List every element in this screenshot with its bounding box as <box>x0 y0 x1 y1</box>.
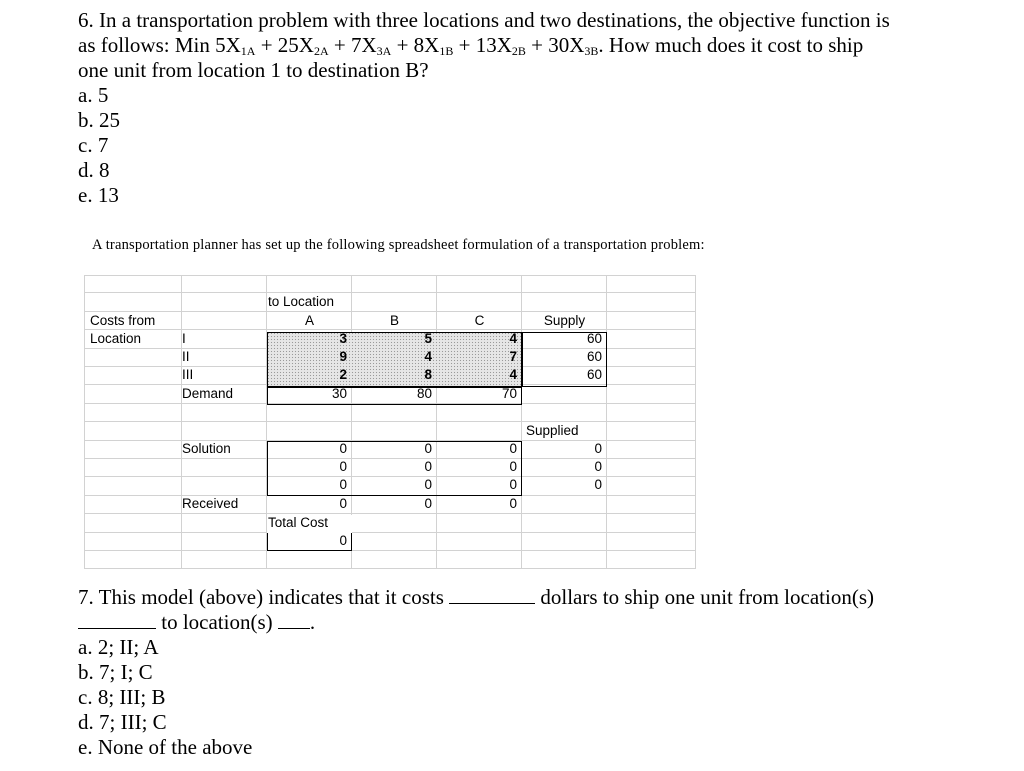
cost-cell[interactable]: 5 <box>424 331 432 346</box>
supplied-cell[interactable]: 0 <box>594 477 602 492</box>
grid-cell <box>182 551 267 569</box>
grid-cell <box>437 533 522 551</box>
costs-from-label: Costs from <box>90 313 156 328</box>
supplied-cell[interactable]: 0 <box>594 459 602 474</box>
grid-cell <box>607 514 696 532</box>
solution-cell[interactable]: 0 <box>339 441 347 456</box>
grid-cell <box>267 275 352 293</box>
objective-term: $25X_{2A}$ + <box>277 33 351 58</box>
q7-part2: dollars to ship one unit from location(s) <box>535 585 874 609</box>
q7-option-b[interactable]: b. 7; I; C <box>78 660 153 684</box>
q7-part3: to location(s) <box>156 610 278 634</box>
grid-cell <box>607 349 696 367</box>
grid-cell <box>84 477 182 495</box>
spreadsheet <box>84 275 696 569</box>
q7-option-a[interactable]: a. 2; II; A <box>78 635 159 659</box>
grid-cell <box>352 404 437 422</box>
objective-term: $8X_{1B}$ + <box>413 33 476 58</box>
q7-part1: 7. This model (above) indicates that it costs <box>78 585 450 609</box>
q7-part4: . <box>309 610 316 634</box>
q7-options <box>78 635 1008 760</box>
grid-cell <box>267 404 352 422</box>
grid-cell <box>607 293 696 311</box>
q6-option-c[interactable]: c. 7 <box>78 133 109 157</box>
grid-cell <box>522 293 607 311</box>
grid-cell <box>607 275 696 293</box>
grid-cell <box>437 293 522 311</box>
grid-cell <box>522 551 607 569</box>
q6-line1: 6. In a transportation problem with three locations and two destinations, the objective function is <box>78 8 890 32</box>
grid-cell <box>182 293 267 311</box>
demand-cell[interactable]: 70 <box>501 386 517 401</box>
objective-term: $13X_{2B}$ + <box>475 33 549 58</box>
supply-header: Supply <box>543 313 586 328</box>
supply-cell[interactable]: 60 <box>586 367 602 382</box>
objective-term: $5X_{1A}$ + <box>215 33 278 58</box>
location-label: Location <box>90 331 142 346</box>
grid-cell <box>352 422 437 440</box>
grid-cell <box>84 551 182 569</box>
grid-cell <box>522 496 607 514</box>
q7-line1 <box>78 585 1008 610</box>
grid-cell <box>267 551 352 569</box>
grid-cell <box>607 404 696 422</box>
grid-cell <box>352 275 437 293</box>
solution-cell[interactable]: 0 <box>339 477 347 492</box>
grid-cell <box>182 477 267 495</box>
cost-cell[interactable]: 4 <box>509 331 517 346</box>
grid-cell <box>84 293 182 311</box>
dest-header-c: C <box>474 313 485 328</box>
grid-cell <box>84 459 182 477</box>
q6-line3: one unit from location 1 to destination B? <box>78 58 429 82</box>
cost-cell[interactable]: 2 <box>339 367 347 382</box>
grid-cell <box>182 422 267 440</box>
cost-cell[interactable]: 4 <box>424 349 432 364</box>
grid-cell <box>522 275 607 293</box>
dest-header-b: B <box>389 313 399 328</box>
q7-option-e[interactable]: e. None of the above <box>78 735 253 759</box>
grid-cell <box>84 349 182 367</box>
grid-cell <box>182 533 267 551</box>
q7-line2 <box>78 610 1008 635</box>
grid-cell <box>84 533 182 551</box>
grid-cell <box>607 533 696 551</box>
cost-cell[interactable]: 3 <box>339 331 347 346</box>
grid-cell <box>84 422 182 440</box>
grid-cell <box>182 275 267 293</box>
grid-cell <box>607 367 696 385</box>
row-label-3: III <box>182 367 194 382</box>
q6-option-b[interactable]: b. 25 <box>78 108 120 132</box>
grid-cell <box>352 533 437 551</box>
total-cost-cell[interactable]: 0 <box>339 533 347 548</box>
q7-option-d[interactable]: d. 7; III; C <box>78 710 167 734</box>
grid-cell <box>84 404 182 422</box>
grid-cell <box>607 477 696 495</box>
question-6 <box>78 8 998 208</box>
grid-cell <box>437 404 522 422</box>
grid-cell <box>522 533 607 551</box>
grid-cell <box>352 514 437 532</box>
answer-blank-destination[interactable] <box>278 610 310 629</box>
cost-cell[interactable]: 7 <box>509 349 517 364</box>
solution-cell[interactable]: 0 <box>509 441 517 456</box>
solution-cell[interactable]: 0 <box>424 459 432 474</box>
grid-cell <box>182 459 267 477</box>
grid-cell <box>182 312 267 330</box>
supplied-header: Supplied <box>526 423 579 438</box>
grid-cell <box>182 330 267 348</box>
demand-cell[interactable]: 30 <box>331 386 347 401</box>
solution-cell[interactable]: 0 <box>339 459 347 474</box>
to-location-header: to Location <box>268 294 335 309</box>
cost-cell[interactable]: 9 <box>339 349 347 364</box>
q6-prefix: as follows: Min <box>78 33 216 57</box>
grid-cell <box>84 367 182 385</box>
objective-term: $30X_{3B}$. <box>548 33 609 58</box>
grid-cell <box>84 385 182 403</box>
q6-option-e[interactable]: e. 13 <box>78 183 119 207</box>
grid-cell <box>607 312 696 330</box>
cost-cell[interactable]: 4 <box>509 367 517 382</box>
answer-blank-location[interactable] <box>78 610 156 629</box>
grid-cell <box>607 385 696 403</box>
received-cell[interactable]: 0 <box>339 496 347 511</box>
grid-cell <box>182 514 267 532</box>
grid-cell <box>607 459 696 477</box>
grid-cell <box>437 514 522 532</box>
grid-cell <box>352 293 437 311</box>
supply-cell[interactable]: 60 <box>586 331 602 346</box>
answer-blank-cost[interactable] <box>449 585 535 604</box>
objective-term: $7X_{3A}$ + <box>350 33 414 58</box>
grid-cell <box>522 514 607 532</box>
spreadsheet-intro: A transportation planner has set up the following spreadsheet formulation of a transportation problem: <box>92 237 705 253</box>
q6-line2 <box>78 33 998 58</box>
supply-cell[interactable]: 60 <box>586 349 602 364</box>
received-cell[interactable]: 0 <box>509 496 517 511</box>
question-7 <box>78 585 1008 760</box>
solution-cell[interactable]: 0 <box>509 459 517 474</box>
solution-cell[interactable]: 0 <box>509 477 517 492</box>
grid-cell <box>352 551 437 569</box>
solution-cell[interactable]: 0 <box>424 477 432 492</box>
q6-option-d[interactable]: d. 8 <box>78 158 110 182</box>
received-label: Received <box>182 496 239 511</box>
grid-cell <box>84 275 182 293</box>
grid-cell <box>84 441 182 459</box>
received-cell[interactable]: 0 <box>424 496 432 511</box>
row-label-2: II <box>182 349 190 364</box>
grid-cell <box>84 496 182 514</box>
cost-cell[interactable]: 8 <box>424 367 432 382</box>
q6-option-a[interactable]: a. 5 <box>78 83 109 107</box>
dest-header-a: A <box>304 313 314 328</box>
grid-cell <box>607 551 696 569</box>
grid-cell <box>182 367 267 385</box>
supplied-cell[interactable]: 0 <box>594 441 602 456</box>
grid-cell <box>607 422 696 440</box>
solution-cell[interactable]: 0 <box>424 441 432 456</box>
solution-label: Solution <box>182 441 231 456</box>
demand-label: Demand <box>182 386 234 401</box>
grid-cell <box>182 349 267 367</box>
grid-cell <box>607 330 696 348</box>
grid-cell <box>182 404 267 422</box>
row-label-1: I <box>182 331 186 346</box>
grid-cell <box>84 514 182 532</box>
q6-suffix: How much does it cost to ship <box>608 33 864 57</box>
grid-cell <box>267 422 352 440</box>
objective-function-terms <box>215 33 609 57</box>
demand-cell[interactable]: 80 <box>416 386 432 401</box>
grid-cell <box>437 275 522 293</box>
grid-cell <box>607 496 696 514</box>
total-cost-label: Total Cost <box>268 515 329 530</box>
grid-cell <box>607 441 696 459</box>
q6-options <box>78 83 998 208</box>
grid-cell <box>522 404 607 422</box>
grid-cell <box>522 385 607 403</box>
grid-cell <box>437 551 522 569</box>
q7-option-c[interactable]: c. 8; III; B <box>78 685 166 709</box>
grid-cell <box>437 422 522 440</box>
